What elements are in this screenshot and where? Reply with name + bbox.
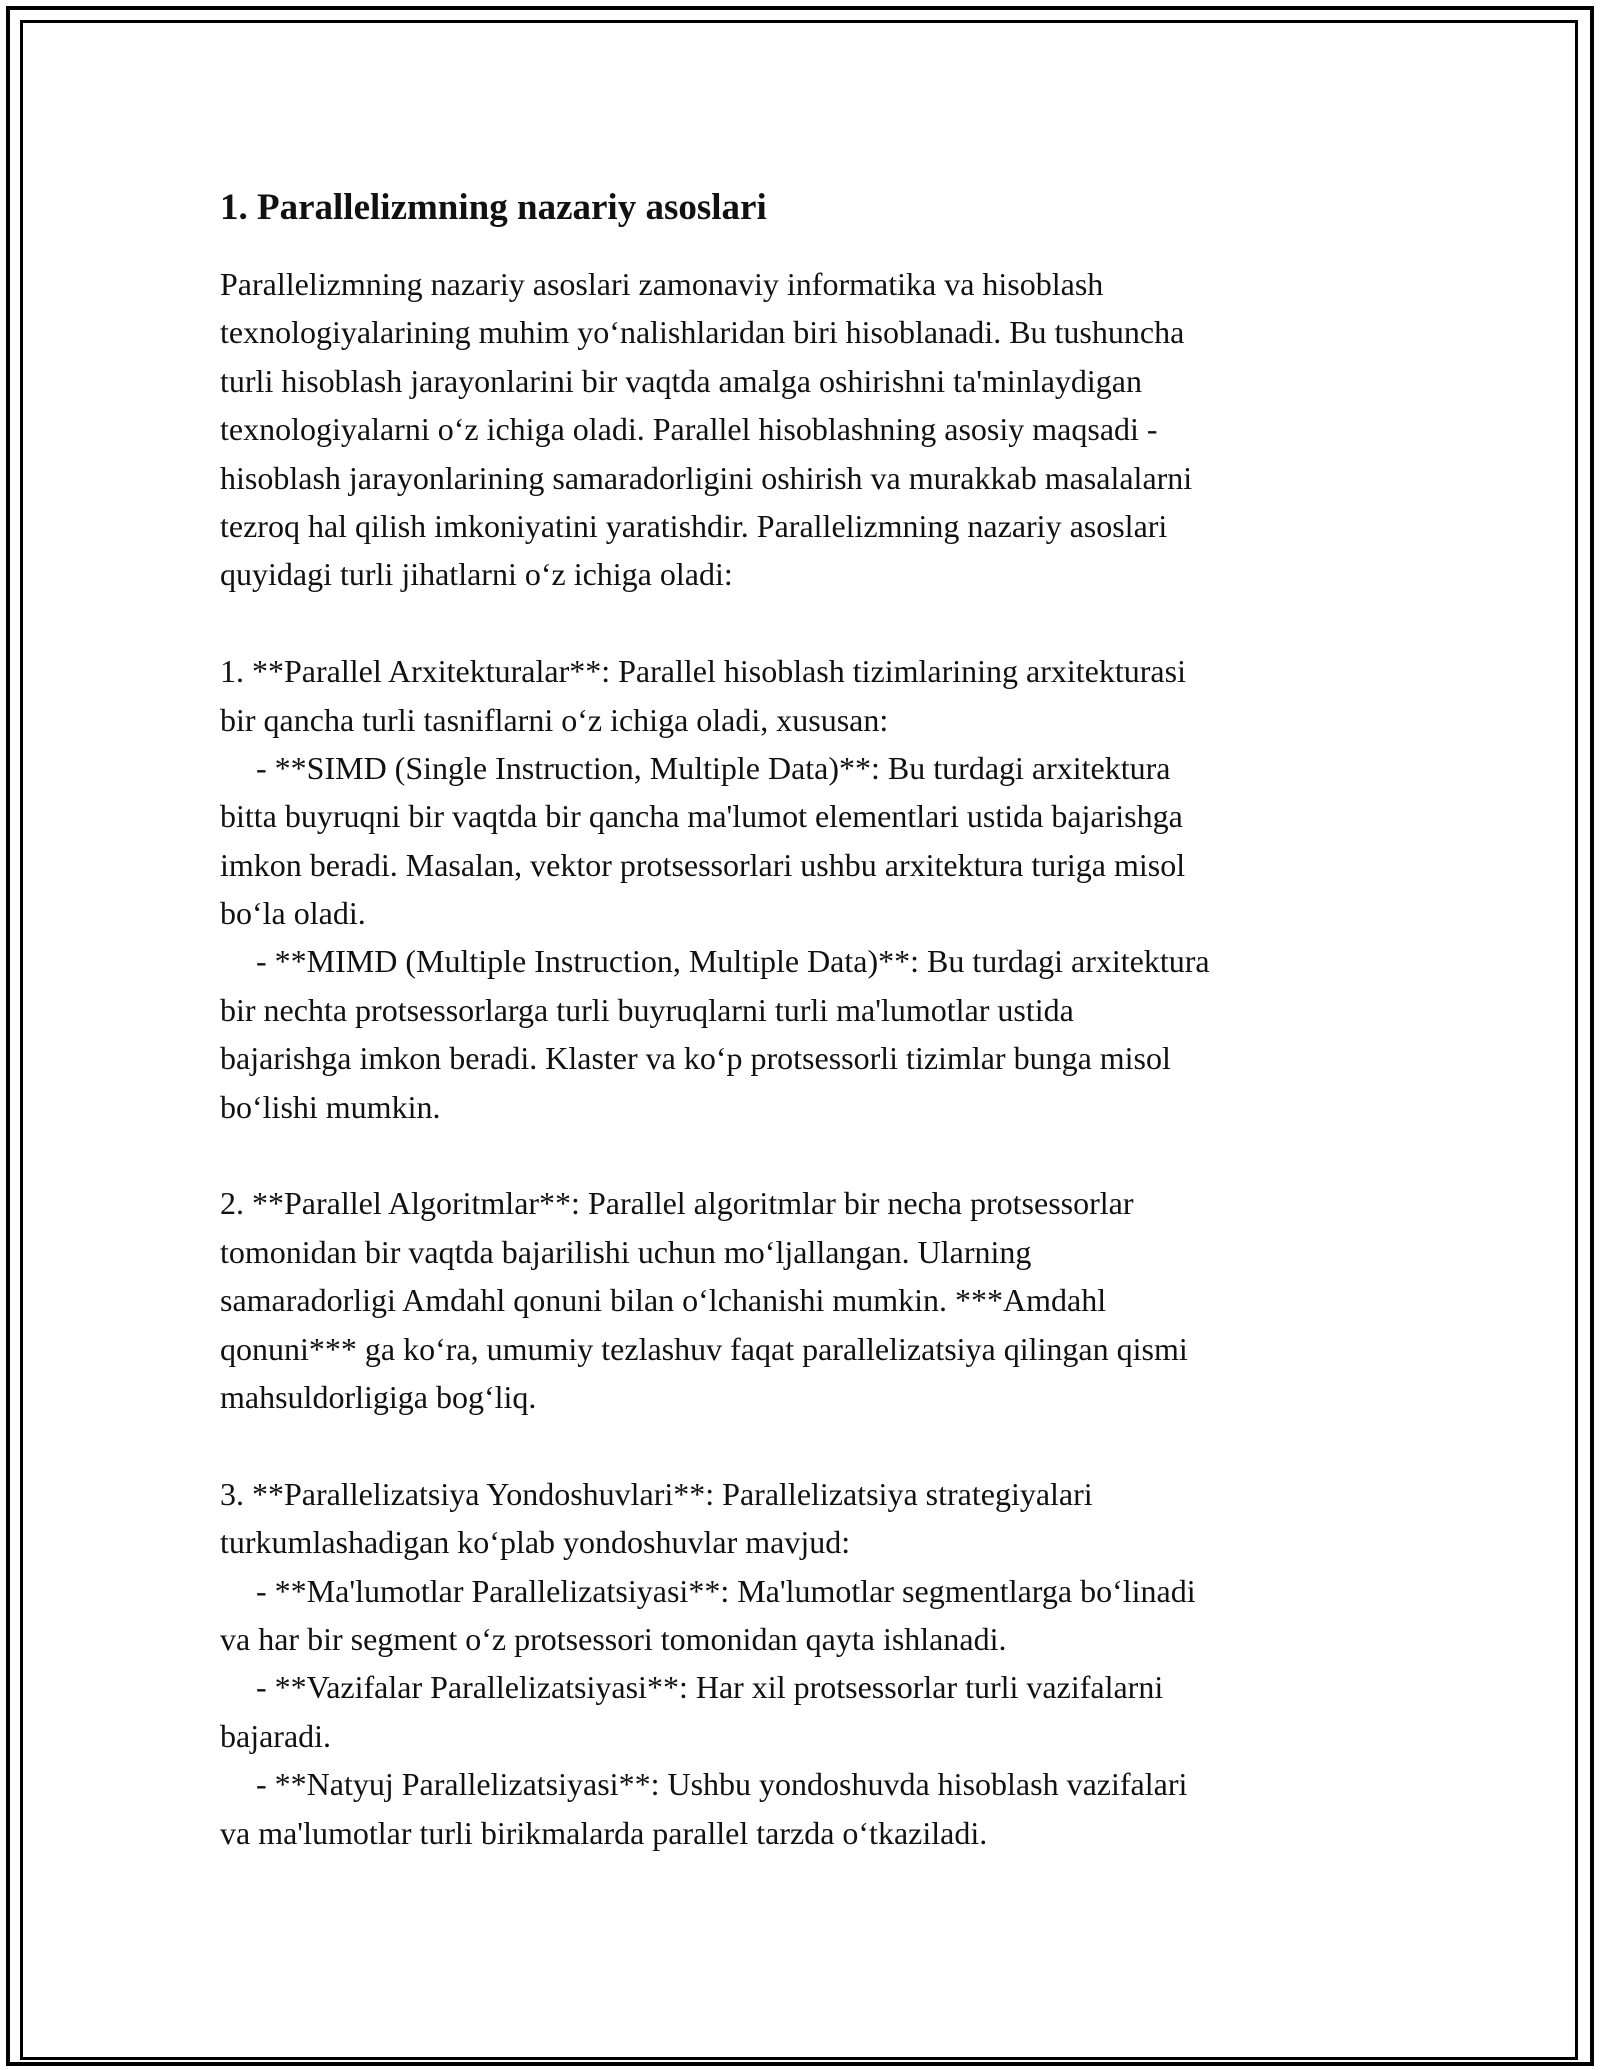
result-parallel-item-line: - **Natyuj Parallelizatsiyasi**: Ushbu yondoshuvda hisoblash vazifalari (256, 1766, 1188, 1803)
text-line: samaradorligi Amdahl qonuni bilan o‘lchanishi mumkin. ***Amdahl (220, 1282, 1107, 1319)
document-body (220, 184, 1400, 1857)
text-line: turli hisoblash jarayonlarini bir vaqtda amalga oshirishni ta'minlaydigan (220, 362, 1142, 399)
intro-paragraph (220, 260, 1400, 1857)
text-line: qonuni*** ga ko‘ra, umumiy tezlashuv faqat parallelizatsiya qilingan qismi (220, 1330, 1188, 1367)
text-line: bajarishga imkon beradi. Klaster va ko‘p protsessorli tizimlar bunga misol (220, 1040, 1171, 1077)
simd-item-line: - **SIMD (Single Instruction, Multiple Data)**: Bu turdagi arxitektura (256, 749, 1171, 786)
text-line: turkumlashadigan ko‘plab yondoshuvlar mavjud: (220, 1524, 851, 1561)
text-line: bo‘la oladi. (220, 895, 366, 932)
text-line: tomonidan bir vaqtda bajarilishi uchun mo‘ljallangan. Ularning (220, 1233, 1032, 1270)
text-line: bir qancha turli tasniflarni o‘z ichiga oladi, xususan: (220, 701, 889, 738)
text-line: bajaradi. (220, 1717, 332, 1754)
text-line: mahsuldorligiga bog‘liq. (220, 1378, 537, 1415)
section-3-heading-line: 3. **Parallelizatsiya Yondoshuvlari**: Parallelizatsiya strategiyalari (220, 1475, 1093, 1512)
text-line: bo‘lishi mumkin. (220, 1088, 441, 1125)
mimd-item-line: - **MIMD (Multiple Instruction, Multiple Data)**: Bu turdagi arxitektura (256, 943, 1210, 980)
task-parallel-item-line: - **Vazifalar Parallelizatsiyasi**: Har xil protsessorlar turli vazifalarni (256, 1669, 1164, 1706)
text-line: tezroq hal qilish imkoniyatini yaratishdir. Parallelizmning nazariy asoslari (220, 507, 1168, 544)
section-1-heading-line: 1. **Parallel Arxitekturalar**: Parallel hisoblash tizimlarining arxitekturasi (220, 653, 1186, 690)
text-line: va ma'lumotlar turli birikmalarda parallel tarzda o‘tkaziladi. (220, 1814, 988, 1851)
text-line: imkon beradi. Masalan, vektor protsessorlari ushbu arxitektura turiga misol (220, 846, 1186, 883)
text-line: quyidagi turli jihatlarni o‘z ichiga oladi: (220, 556, 733, 593)
text-line: Parallelizmning nazariy asoslari zamonaviy informatika va hisoblash (220, 266, 1104, 302)
data-parallel-item-line: - **Ma'lumotlar Parallelizatsiyasi**: Ma'lumotlar segmentlarga bo‘linadi (256, 1572, 1196, 1609)
text-line: bitta buyruqni bir vaqtda bir qancha ma'lumot elementlari ustida bajarishga (220, 798, 1183, 835)
text-line: texnologiyalarni o‘z ichiga oladi. Parallel hisoblashning asosiy maqsadi - (220, 411, 1158, 448)
text-line: bir nechta protsessorlarga turli buyruqlarni turli ma'lumotlar ustida (220, 991, 1074, 1028)
section-2-heading-line: 2. **Parallel Algoritmlar**: Parallel algoritmlar bir necha protsessorlar (220, 1185, 1134, 1222)
blank-line (220, 1131, 1400, 1179)
text-line: va har bir segment o‘z protsessori tomonidan qayta ishlanadi. (220, 1620, 1007, 1657)
blank-line (220, 599, 1400, 647)
blank-line (220, 1421, 1400, 1469)
text-line: texnologiyalarining muhim yo‘nalishlaridan biri hisoblanadi. Bu tushuncha (220, 314, 1185, 351)
document-title: 1. Parallelizmning nazariy asoslari (220, 187, 767, 228)
text-line: hisoblash jarayonlarining samaradorligini oshirish va murakkab masalalarni (220, 459, 1193, 496)
